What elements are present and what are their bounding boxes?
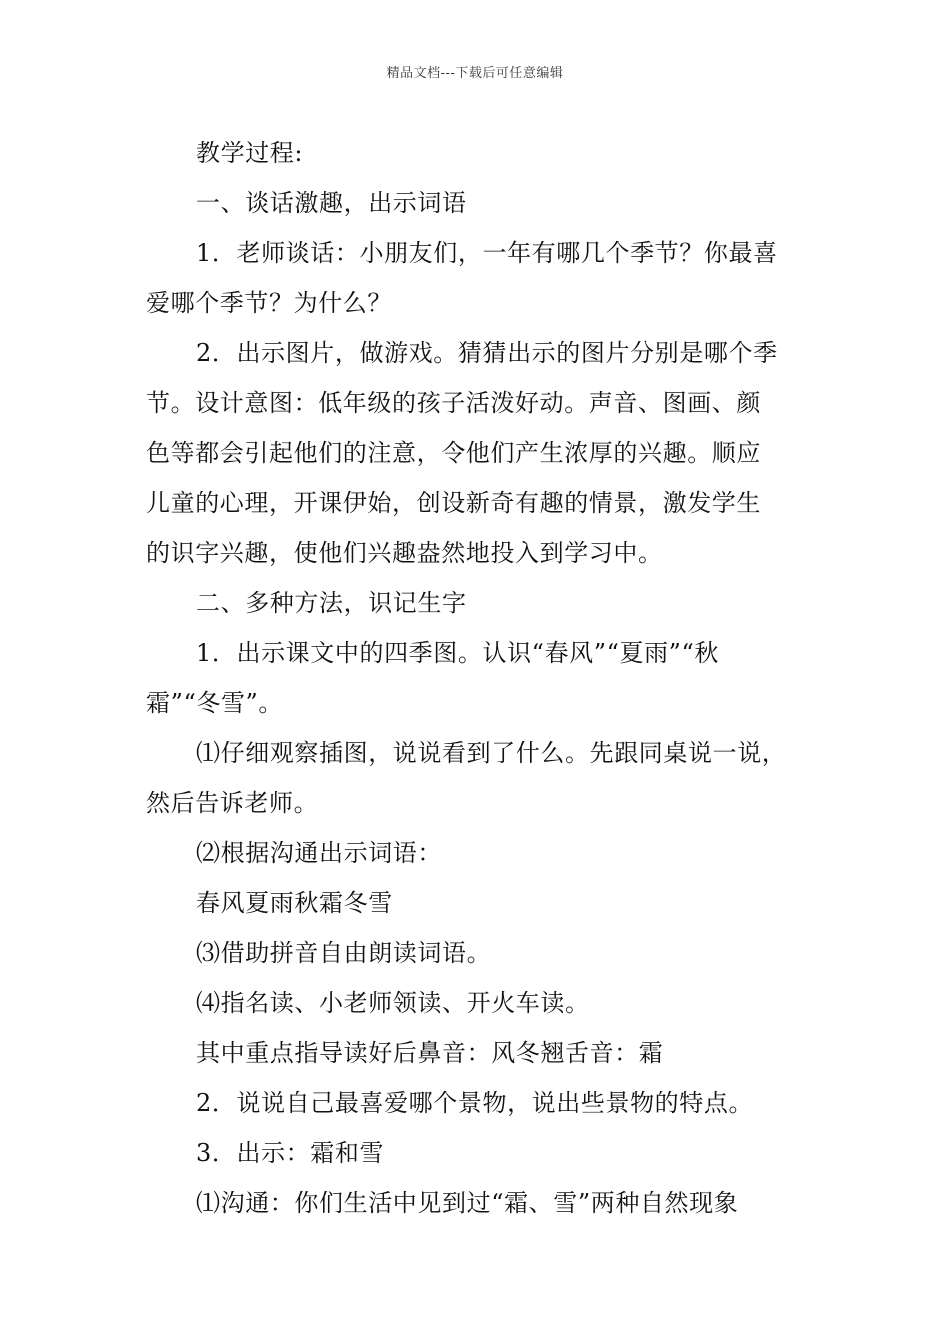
page-header: 精品文档---下载后可任意编辑 <box>386 66 564 81</box>
paragraph-line: 二、多种方法，识记生字 <box>196 589 467 617</box>
paragraph-line: 色等都会引起他们的注意，令他们产生浓厚的兴趣。顺应 <box>146 439 761 467</box>
paragraph-line: 爱哪个季节？为什么？ <box>146 289 392 317</box>
paragraph-line: 其中重点指导读好后鼻音：风冬翘舌音：霜 <box>196 1039 664 1067</box>
paragraph-line: 一、谈话激趣，出示词语 <box>196 189 467 217</box>
paragraph-line: 教学过程: <box>196 139 304 167</box>
paragraph-line: 2．说说自己最喜爱哪个景物，说出些景物的特点。 <box>196 1089 754 1117</box>
paragraph-line: ⑶借助拼音自由朗读词语。 <box>196 939 492 967</box>
paragraph-line: 然后告诉老师。 <box>146 789 319 817</box>
paragraph-line: 3．出示：霜和雪 <box>196 1139 385 1167</box>
paragraph-line: 节。设计意图：低年级的孩子活泼好动。声音、图画、颜 <box>146 389 761 417</box>
paragraph-line: 2．出示图片，做游戏。猜猜出示的图片分别是哪个季 <box>196 339 778 367</box>
paragraph-line: ⑴仔细观察插图，说说看到了什么。先跟同桌说一说， <box>196 739 787 767</box>
paragraph-line: 儿童的心理，开课伊始，创设新奇有趣的情景，激发学生 <box>146 489 761 517</box>
paragraph-line: 1．老师谈话：小朋友们，一年有哪几个季节？你最喜 <box>196 239 778 267</box>
paragraph-line: ⑵根据沟通出示词语： <box>196 839 442 867</box>
paragraph-line: 的识字兴趣，使他们兴趣盎然地投入到学习中。 <box>146 539 663 567</box>
paragraph-line: ⑴沟通：你们生活中见到过“霜、雪”两种自然现象 <box>196 1189 739 1217</box>
paragraph-line: 春风夏雨秋霜冬雪 <box>196 889 393 917</box>
paragraph-line: ⑷指名读、小老师领读、开火车读。 <box>196 989 590 1017</box>
document-body <box>146 128 818 1228</box>
paragraph-line: 1．出示课文中的四季图。认识“春风”“夏雨”“秋 <box>196 639 720 667</box>
paragraph-line: 霜”“冬雪”。 <box>146 689 284 717</box>
